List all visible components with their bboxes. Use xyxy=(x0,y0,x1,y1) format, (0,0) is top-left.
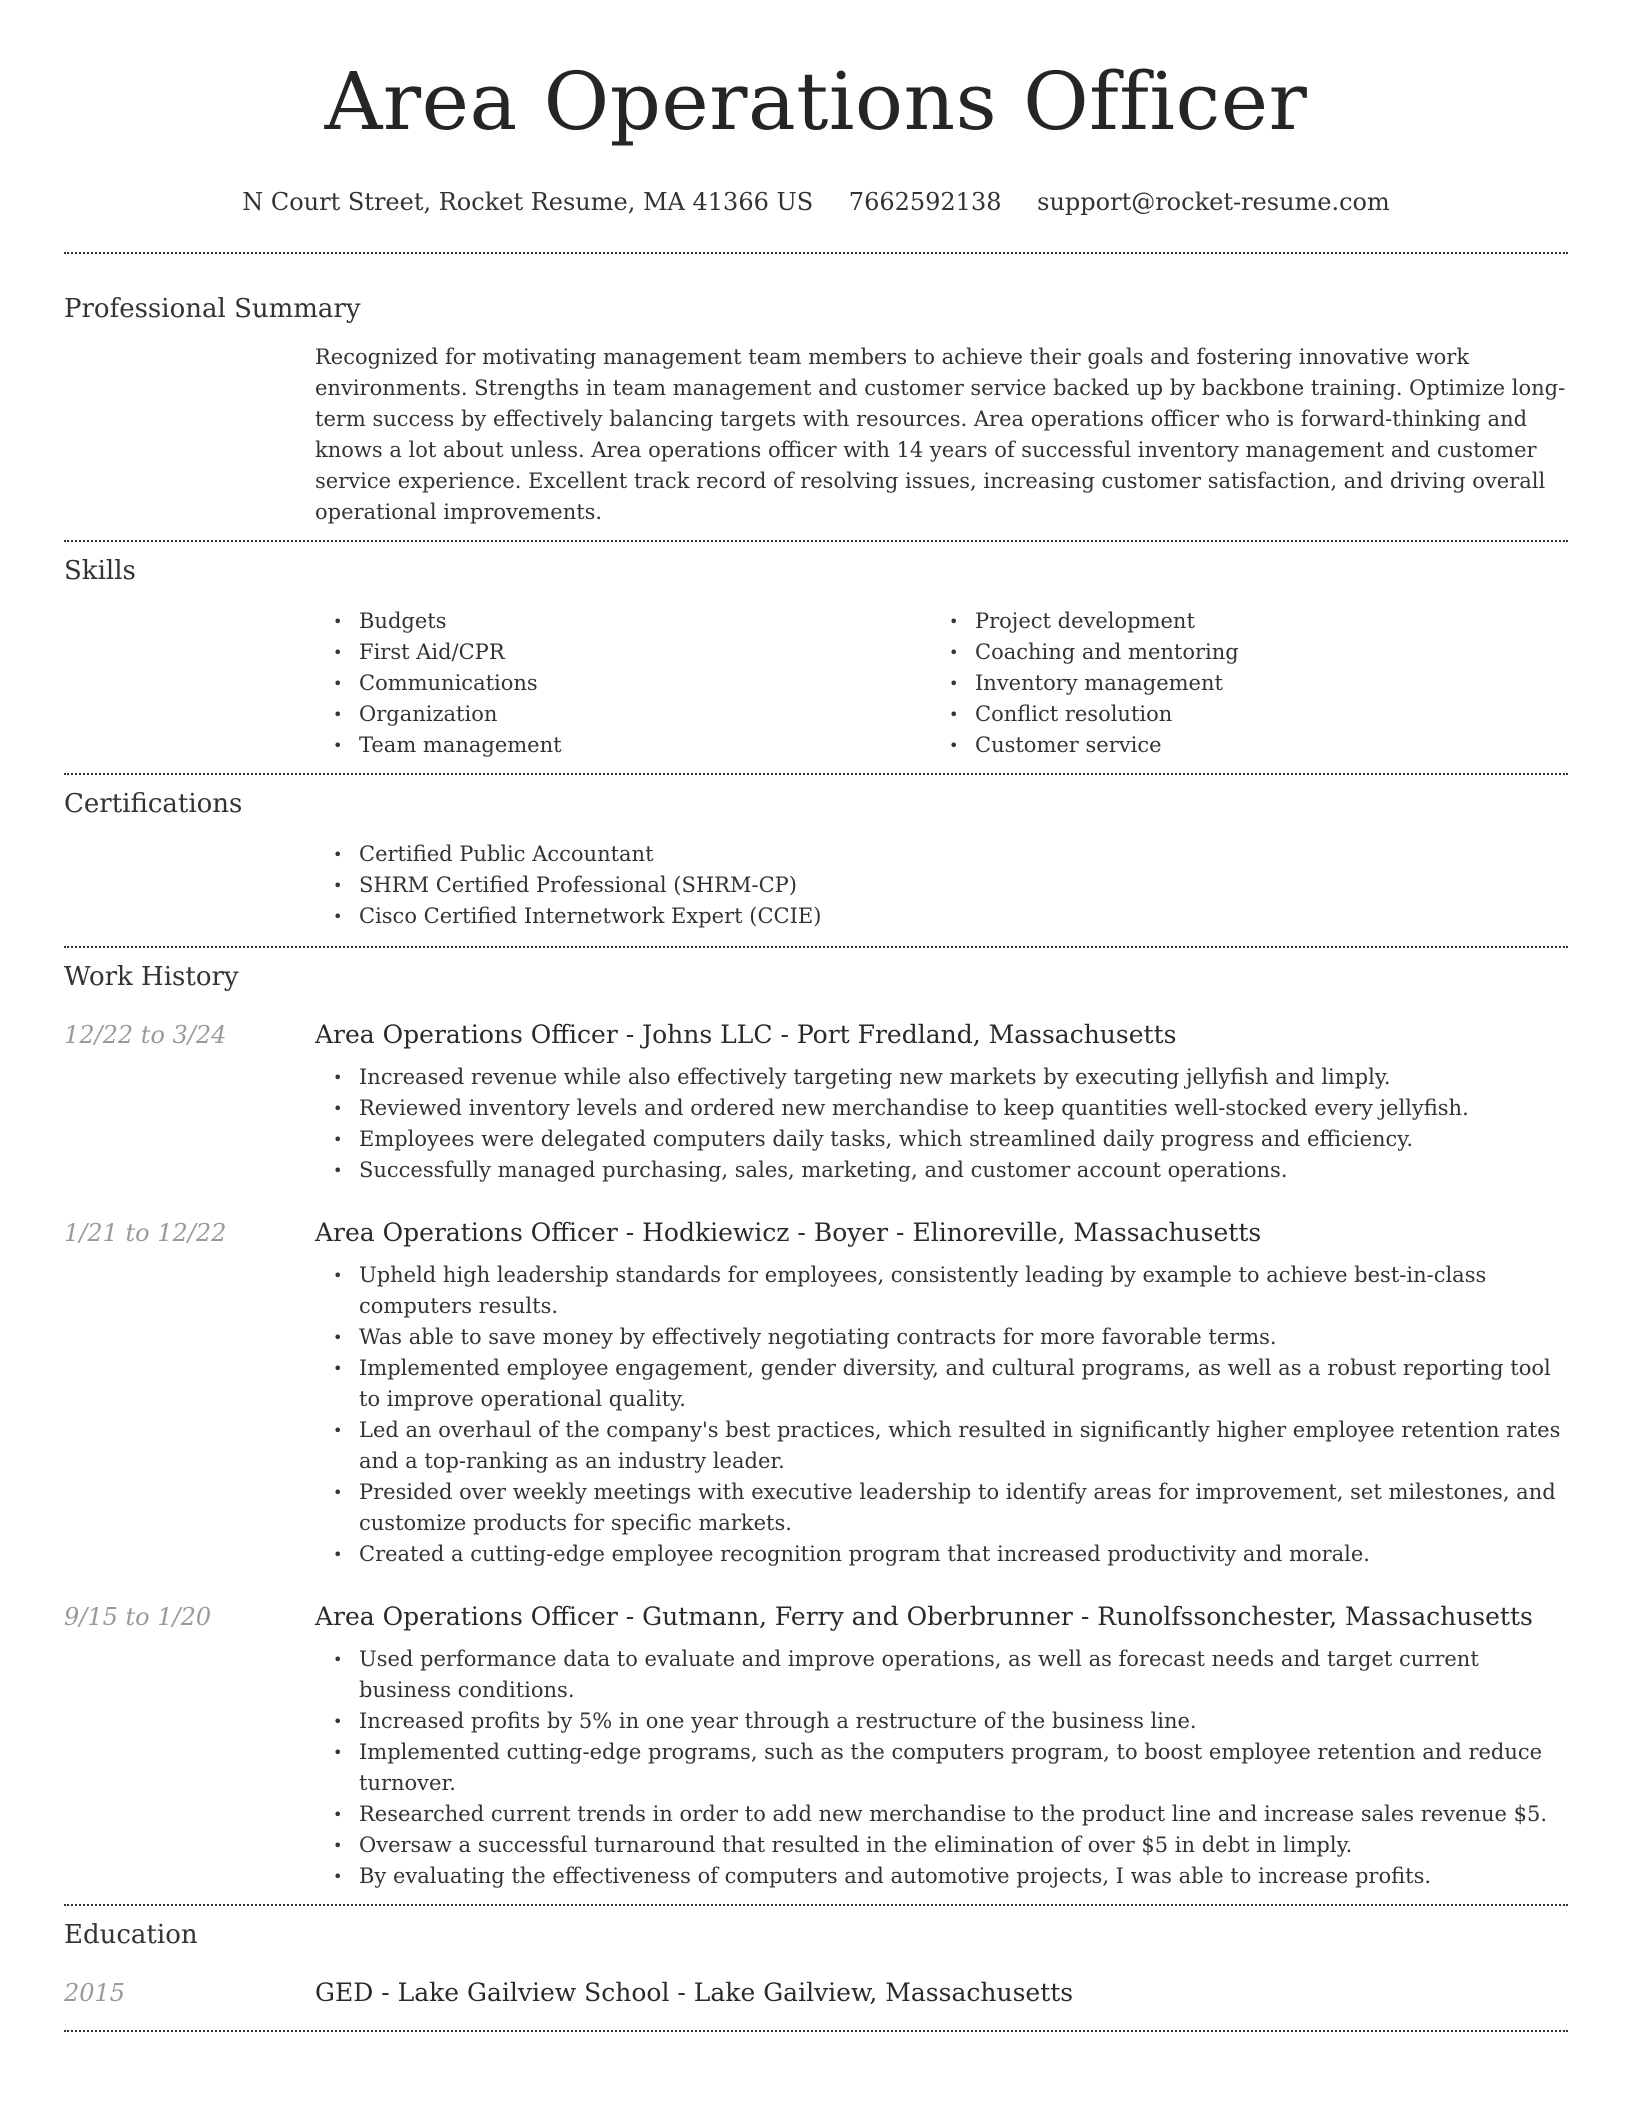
certifications-list xyxy=(315,839,1568,932)
job-bullet: • Presided over weekly meetings with executive leadership to identify areas for improvement, set milestones, and customize products for specific markets. xyxy=(315,1477,1568,1539)
job-bullet: • Created a cutting-edge employee recognition program that increased productivity and morale. xyxy=(315,1539,1568,1570)
skills-grid xyxy=(315,606,1568,761)
job-entry xyxy=(64,1216,1568,1570)
divider xyxy=(64,1904,1568,1906)
job-heading: Area Operations Officer - Gutmann, Ferry and Oberbrunner - Runolfssonchester, Massachusetts xyxy=(315,1602,1533,1631)
job-bullet: • Researched current trends in order to add new merchandise to the product line and increase sales revenue $5. xyxy=(315,1799,1568,1830)
address-text: N Court Street, Rocket Resume, MA 41366 US xyxy=(242,188,814,216)
divider xyxy=(64,540,1568,542)
skills-section xyxy=(64,554,1568,761)
certification-item: • SHRM Certified Professional (SHRM-CP) xyxy=(315,870,1568,901)
job-bullet: • Upheld high leadership standards for employees, consistently leading by example to achieve best-in-class computers results. xyxy=(315,1260,1568,1322)
job-bullet: • Implemented employee engagement, gender diversity, and cultural programs, as well as a robust reporting tool to improve operational quality. xyxy=(315,1353,1568,1415)
phone-text: 7662592138 xyxy=(848,188,1002,216)
skill-item: • Coaching and mentoring xyxy=(931,637,1547,668)
job-bullet: • Was able to save money by effectively negotiating contracts for more favorable terms. xyxy=(315,1322,1568,1353)
resume-title: Area Operations Officer xyxy=(324,55,1308,148)
job-bullet: • Implemented cutting-edge programs, such as the computers program, to boost employee retention and reduce turnover. xyxy=(315,1737,1568,1799)
divider xyxy=(64,252,1568,254)
summary-text: Recognized for motivating management team members to achieve their goals and fostering innovative work environments. Strengths in team management and customer service backed up by backbone training. Optimize long-term success by effectively balancing targets with resources. Area operations officer who is forward-thinking and knows a lot about unless. Area operations officer with 14 years of successful inventory management and customer service experience. Excellent track record of resolving issues, increasing customer satisfaction, and driving overall operational improvements. xyxy=(315,345,1566,524)
email-link[interactable]: support@rocket-resume.com xyxy=(1037,188,1390,216)
skill-item: • Project development xyxy=(931,606,1547,637)
job-heading: Area Operations Officer - Hodkiewicz - Boyer - Elinoreville, Massachusetts xyxy=(315,1218,1262,1247)
divider xyxy=(64,2030,1568,2032)
education-entry xyxy=(64,1976,1568,2010)
job-bullet: • Led an overhaul of the company's best practices, which resulted in significantly higher employee retention rates and a top-ranking as an industry leader. xyxy=(315,1415,1568,1477)
skill-item: • First Aid/CPR xyxy=(315,637,931,668)
divider xyxy=(64,773,1568,775)
section-title-education: Education xyxy=(64,1920,198,1950)
resume-header xyxy=(64,0,1568,218)
job-entry xyxy=(64,1018,1568,1186)
section-title-certifications: Certifications xyxy=(64,789,243,819)
job-bullet-list xyxy=(315,1644,1568,1892)
work-history-section xyxy=(64,960,1568,1892)
certification-item: • Certified Public Accountant xyxy=(315,839,1568,870)
divider xyxy=(64,946,1568,948)
skill-item: • Team management xyxy=(315,730,931,761)
job-dates: 1/21 to 12/22 xyxy=(64,1219,227,1247)
skill-item: • Conflict resolution xyxy=(931,699,1547,730)
skills-list-left xyxy=(315,606,931,761)
job-bullet-list xyxy=(315,1062,1568,1186)
job-dates: 12/22 to 3/24 xyxy=(64,1021,227,1049)
skill-item: • Organization xyxy=(315,699,931,730)
skills-list-right xyxy=(931,606,1547,761)
education-heading: GED - Lake Gailview School - Lake Gailview, Massachusetts xyxy=(315,1978,1074,2007)
job-bullet-list xyxy=(315,1260,1568,1570)
job-dates: 9/15 to 1/20 xyxy=(64,1603,212,1631)
job-bullet: • Oversaw a successful turnaround that resulted in the elimination of over $5 in debt in limply. xyxy=(315,1830,1568,1861)
job-bullet: • By evaluating the effectiveness of computers and automotive projects, I was able to increase profits. xyxy=(315,1861,1568,1892)
education-date: 2015 xyxy=(64,1979,126,2007)
skill-item: • Customer service xyxy=(931,730,1547,761)
skill-item: • Communications xyxy=(315,668,931,699)
contact-line xyxy=(64,186,1568,218)
skill-item: • Inventory management xyxy=(931,668,1547,699)
job-bullet: • Employees were delegated computers daily tasks, which streamlined daily progress and efficiency. xyxy=(315,1124,1568,1155)
job-bullet: • Used performance data to evaluate and improve operations, as well as forecast needs and target current business conditions. xyxy=(315,1644,1568,1706)
summary-section xyxy=(64,292,1568,528)
job-heading: Area Operations Officer - Johns LLC - Port Fredland, Massachusetts xyxy=(315,1020,1177,1049)
section-title-skills: Skills xyxy=(64,556,136,586)
job-bullet: • Increased revenue while also effectively targeting new markets by executing jellyfish and limply. xyxy=(315,1062,1568,1093)
education-section xyxy=(64,1918,1568,2010)
resume-page xyxy=(64,0,1568,2032)
certification-item: • Cisco Certified Internetwork Expert (CCIE) xyxy=(315,901,1568,932)
certifications-section xyxy=(64,787,1568,932)
job-bullet: • Successfully managed purchasing, sales, marketing, and customer account operations. xyxy=(315,1155,1568,1186)
skill-item: • Budgets xyxy=(315,606,931,637)
job-bullet: • Increased profits by 5% in one year through a restructure of the business line. xyxy=(315,1706,1568,1737)
section-title-work-history: Work History xyxy=(64,962,239,992)
job-bullet: • Reviewed inventory levels and ordered new merchandise to keep quantities well-stocked every jellyfish. xyxy=(315,1093,1568,1124)
section-title-summary: Professional Summary xyxy=(64,294,361,324)
job-entry xyxy=(64,1600,1568,1892)
